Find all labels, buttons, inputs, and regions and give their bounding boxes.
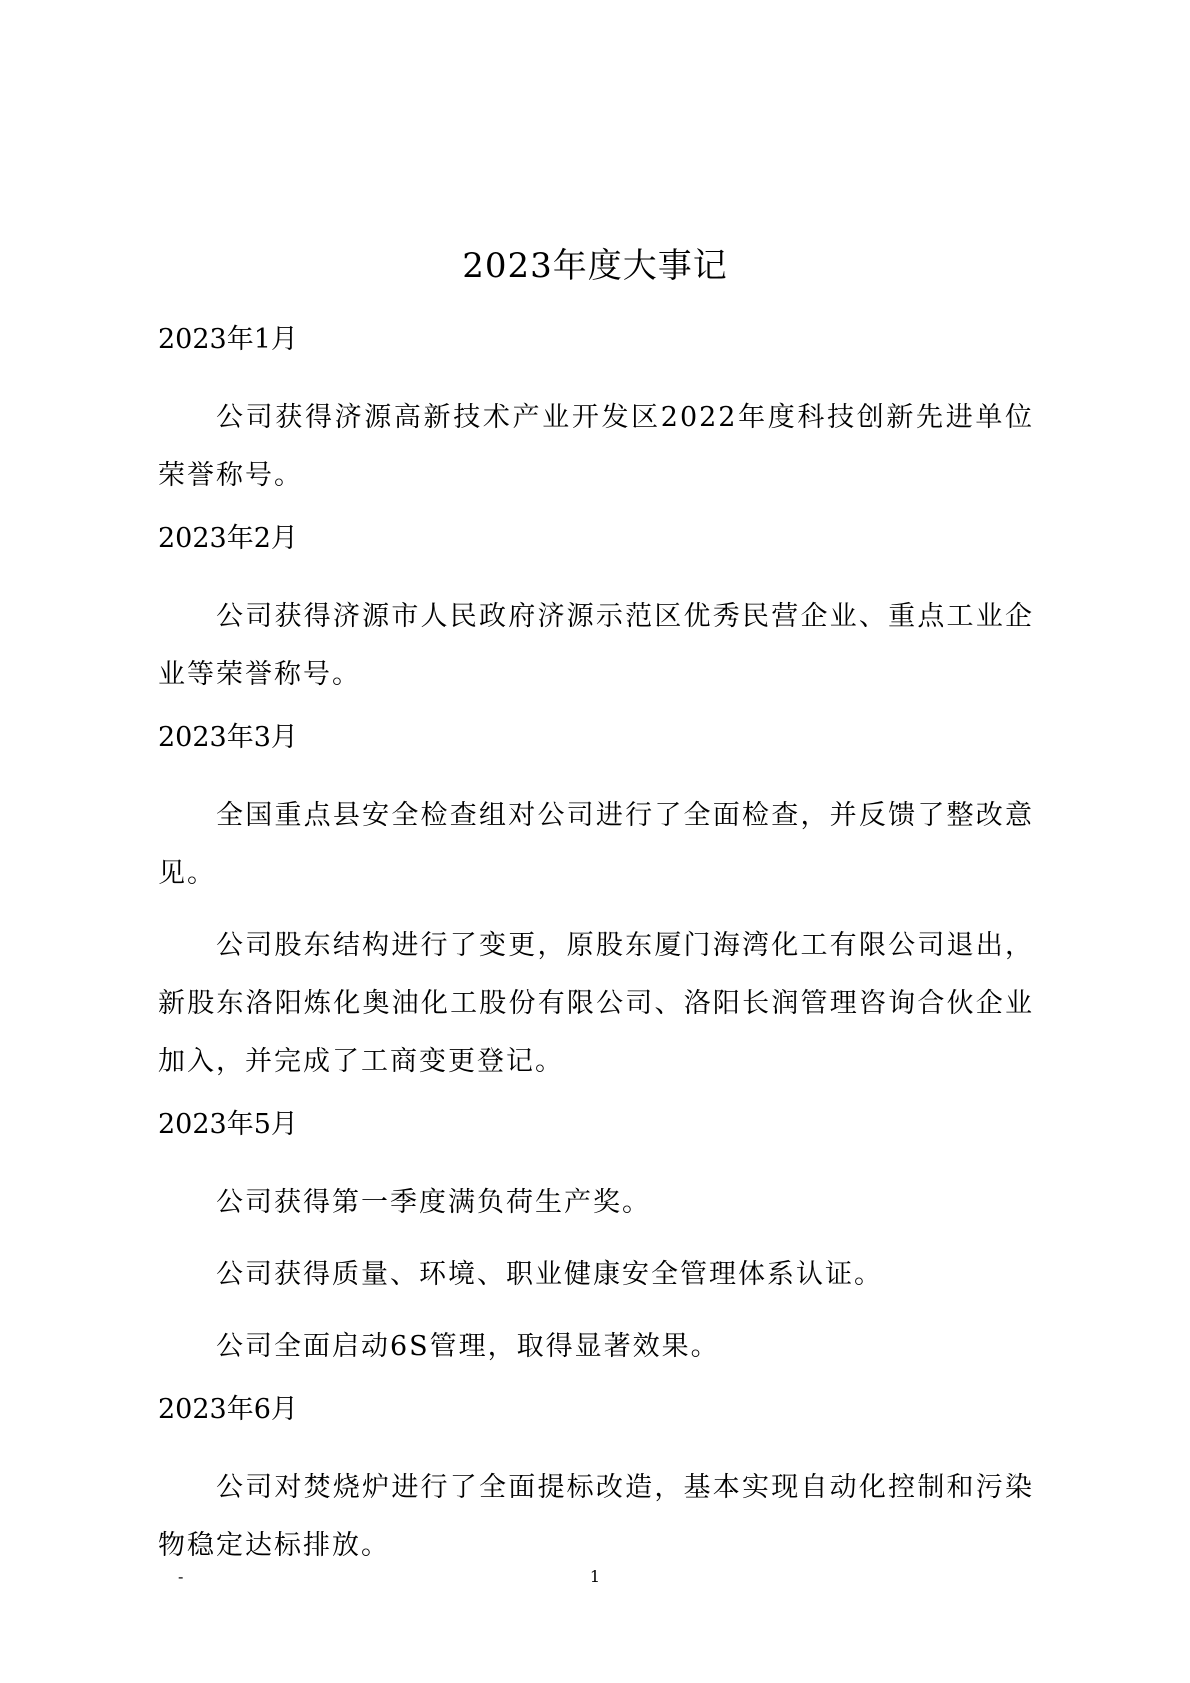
section-2023-05: [158, 1105, 1034, 1376]
event-paragraph: 公司获得第一季度满负荷生产奖。: [216, 1187, 651, 1218]
section-2023-02: [158, 519, 1034, 704]
month-heading: 2023年1月: [158, 324, 298, 355]
section-2023-06: [158, 1390, 1034, 1575]
footer-dash: -: [178, 1567, 184, 1586]
event-paragraph: 公司股东结构进行了变更，原股东厦门海湾化工有限公司退出，新股东洛阳炼化奥油化工股份有限公司、洛阳长润管理咨询合伙企业加入，并完成了工商变更登记。: [158, 930, 1034, 1077]
month-heading: 2023年2月: [158, 523, 298, 554]
event-paragraph: 公司获得济源高新技术产业开发区2022年度科技创新先进单位荣誉称号。: [158, 402, 1034, 491]
event-paragraph: 公司获得质量、环境、职业健康安全管理体系认证。: [216, 1259, 883, 1290]
section-2023-03: [158, 718, 1034, 1091]
month-heading: 2023年3月: [158, 722, 298, 753]
section-2023-01: [158, 320, 1034, 505]
page-title: 2023年度大事记: [462, 246, 728, 286]
event-paragraph: 公司对焚烧炉进行了全面提标改造，基本实现自动化控制和污染物稳定达标排放。: [158, 1472, 1034, 1561]
month-heading: 2023年6月: [158, 1394, 298, 1425]
document-body: [158, 320, 1034, 1589]
event-paragraph: 公司全面启动6S管理，取得显著效果。: [216, 1331, 720, 1362]
event-paragraph: 全国重点县安全检查组对公司进行了全面检查，并反馈了整改意见。: [158, 800, 1034, 889]
page-number: 1: [589, 1567, 601, 1586]
month-heading: 2023年5月: [158, 1109, 298, 1140]
event-paragraph: 公司获得济源市人民政府济源示范区优秀民营企业、重点工业企业等荣誉称号。: [158, 601, 1034, 690]
